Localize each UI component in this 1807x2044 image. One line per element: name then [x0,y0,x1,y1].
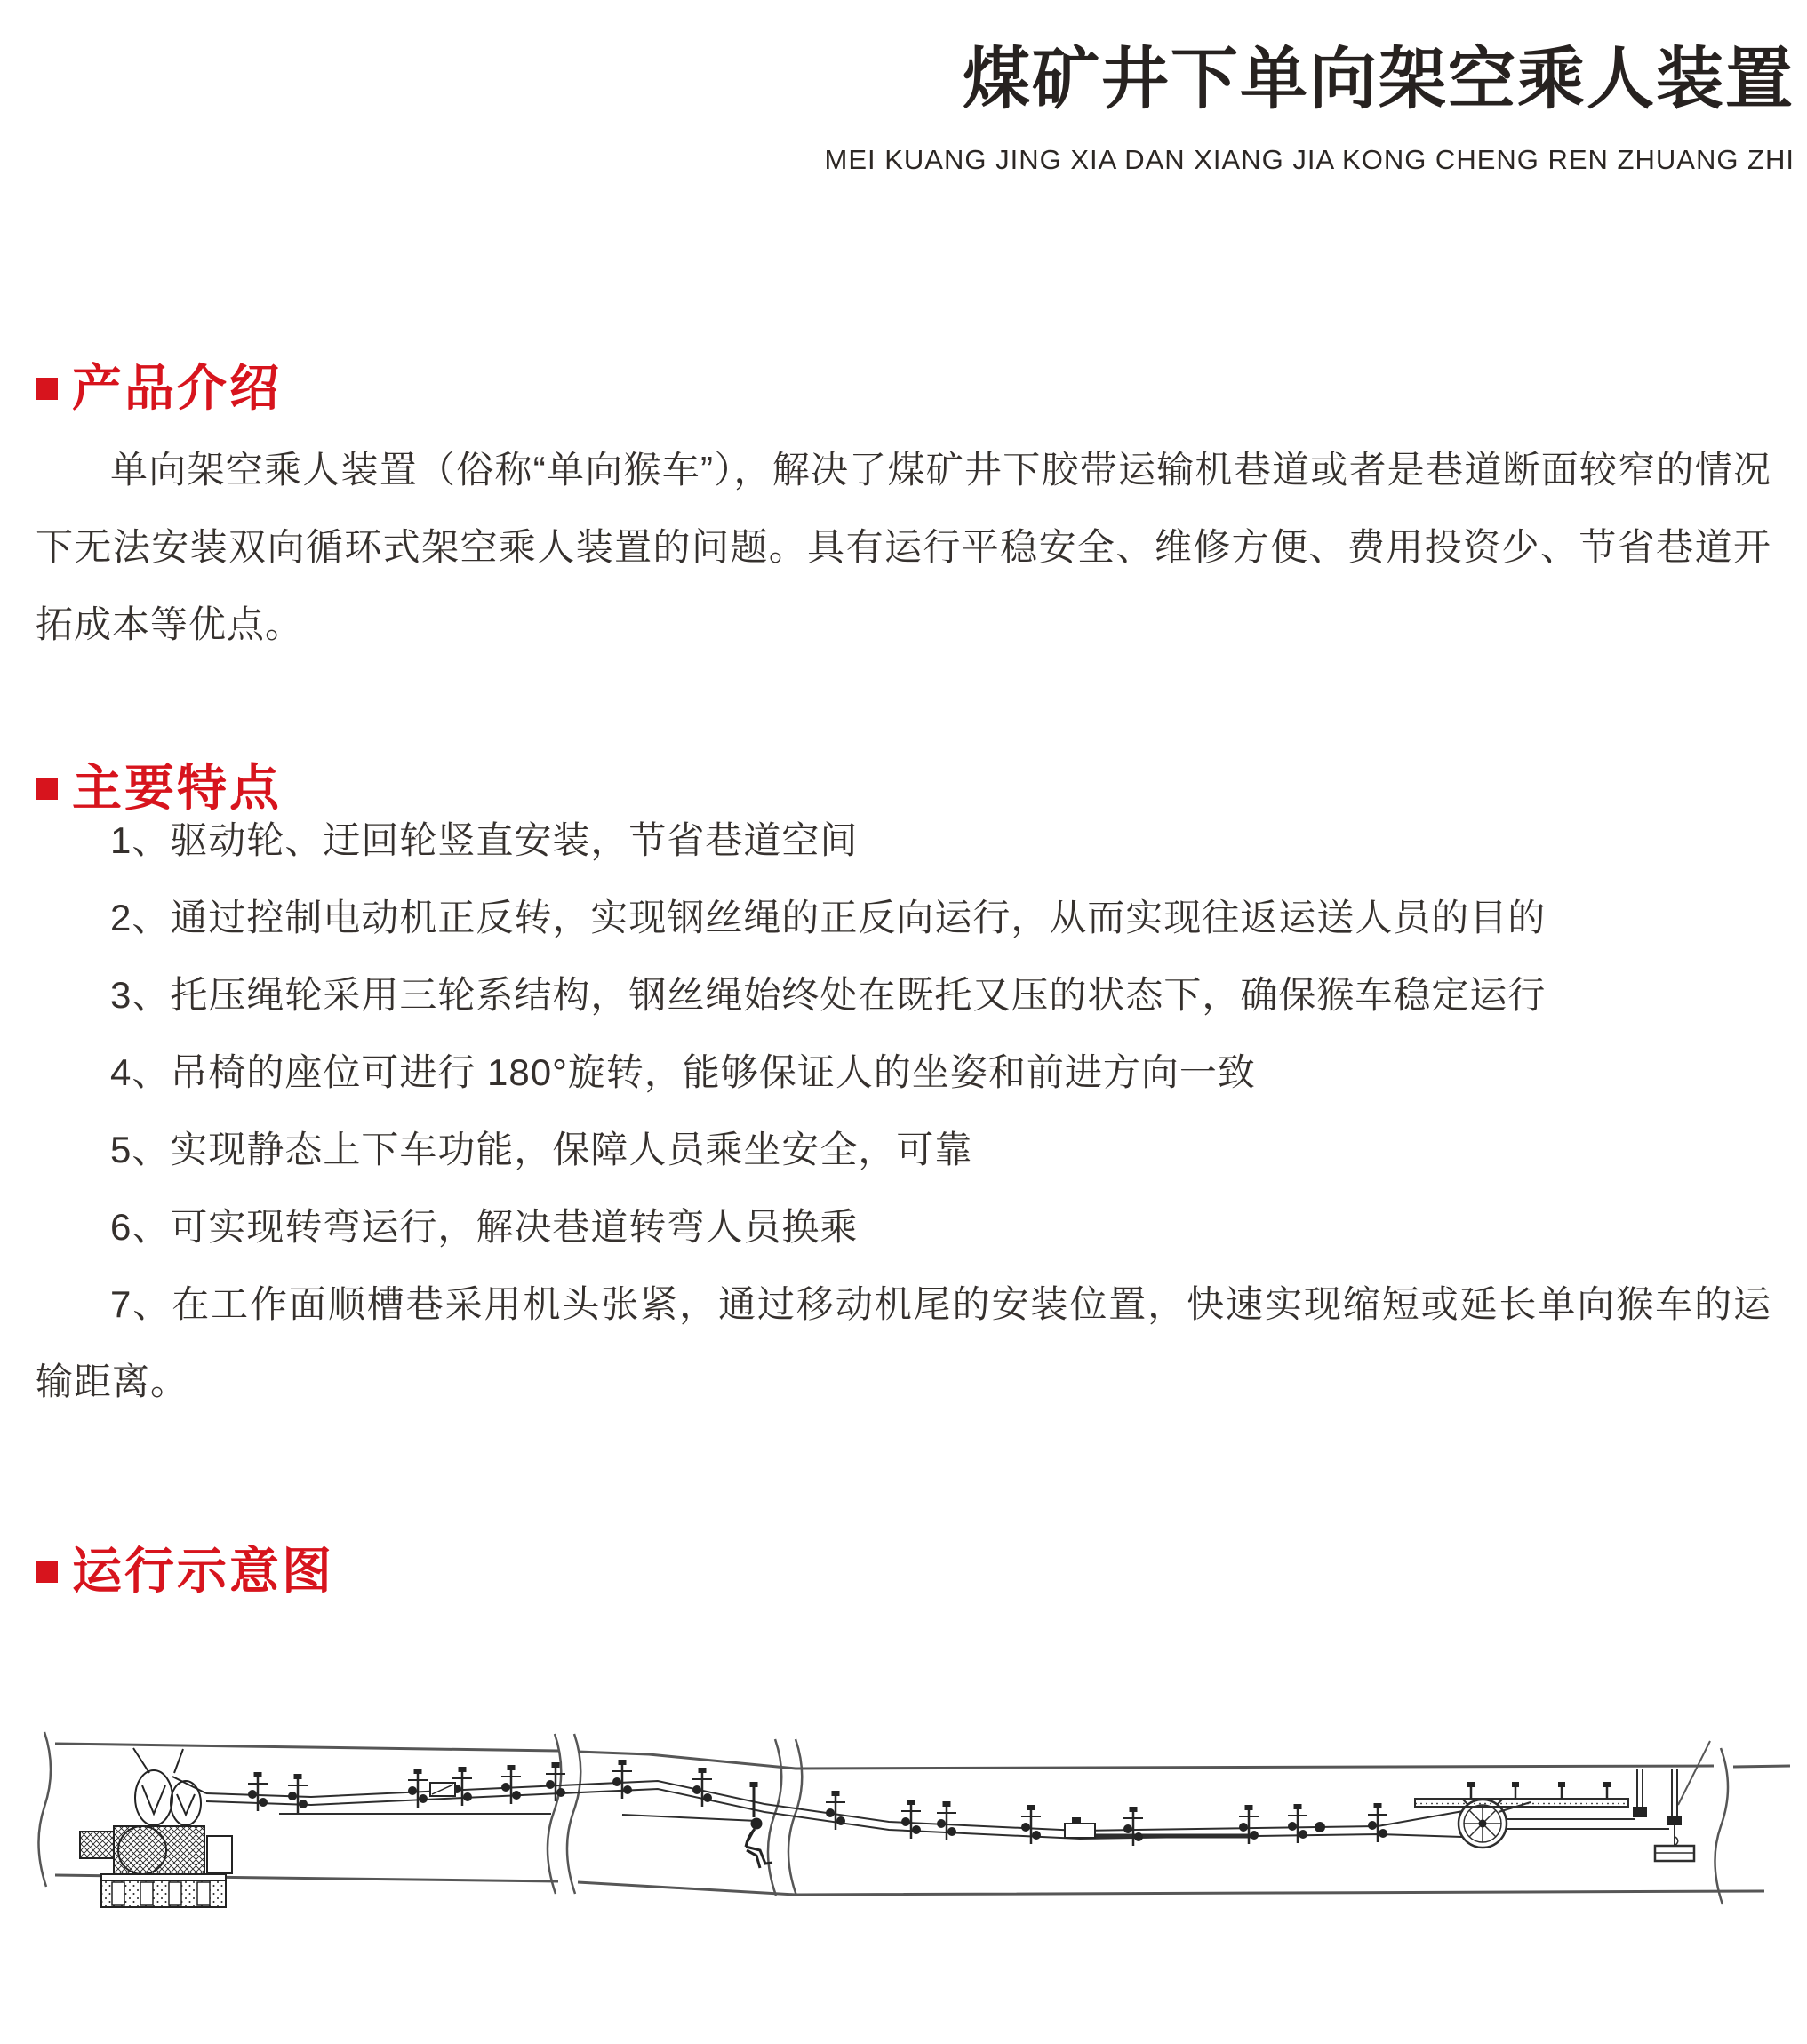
rope-line [206,1781,1669,1839]
feature-item: 1、驱动轮、迂回轮竖直安装，节省巷道空间 [110,819,859,861]
page-title: 煤矿井下单向架空乘人装置 [963,42,1795,117]
section-intro-heading-label: 产品介绍 [72,360,282,416]
section-features-heading-label: 主要特点 [72,760,282,816]
intro-paragraph: 单向架空乘人装置（俗称“单向猴车”），解决了煤矿井下胶带运输机巷道或者是巷道断面较窄的情况下无法安装双向循环式架空乘人装置的问题。具有运行平稳安全、维修方便、费用投资少、节省巷道开拓成本等优点。 [36,449,1771,645]
feature-item: 6、可实现转弯运行，解决巷道转弯人员换乘 [110,1206,859,1248]
section-bullet-icon [36,1561,58,1583]
features-list [36,802,1771,1420]
operation-diagram [0,1720,1807,1924]
feature-item: 3、托压绳轮采用三轮系结构，钢丝绳始终处在既托又压的状态下，确保猴车稳定运行 [110,974,1547,1016]
feature-item: 4、吊椅的座位可进行 180°旋转，能够保证人的坐姿和前进方向一致 [110,1051,1256,1093]
section-diagram-heading-label: 运行示意图 [72,1543,334,1599]
section-bullet-icon [36,778,58,800]
feature-item: 5、实现静态上下车功能，保障人员乘坐安全，可靠 [110,1129,973,1170]
drive-station [80,1748,232,1907]
section-bullet-icon [36,378,58,400]
title-block [825,44,1795,176]
rope-clamp [1315,1822,1325,1832]
feature-item: 7、在工作面顺槽巷采用机头张紧，通过移动机尾的安装位置，快速实现缩短或延长单向猴车的运输距离。 [36,1283,1771,1402]
section-diagram-heading [36,1532,334,1603]
counterweight [1633,1769,1694,1861]
page-subtitle: MEI KUANG JING XIA DAN XIANG JIA KONG CHENG REN ZHUANG ZHI [824,143,1795,175]
section-intro-heading [36,349,282,420]
rope-carriage [1065,1824,1095,1838]
rope-hangers [248,1760,1387,1846]
feature-item: 2、通过控制电动机正反转，实现钢丝绳的正反向运行，从而实现往返运送人员的目的 [110,897,1547,938]
